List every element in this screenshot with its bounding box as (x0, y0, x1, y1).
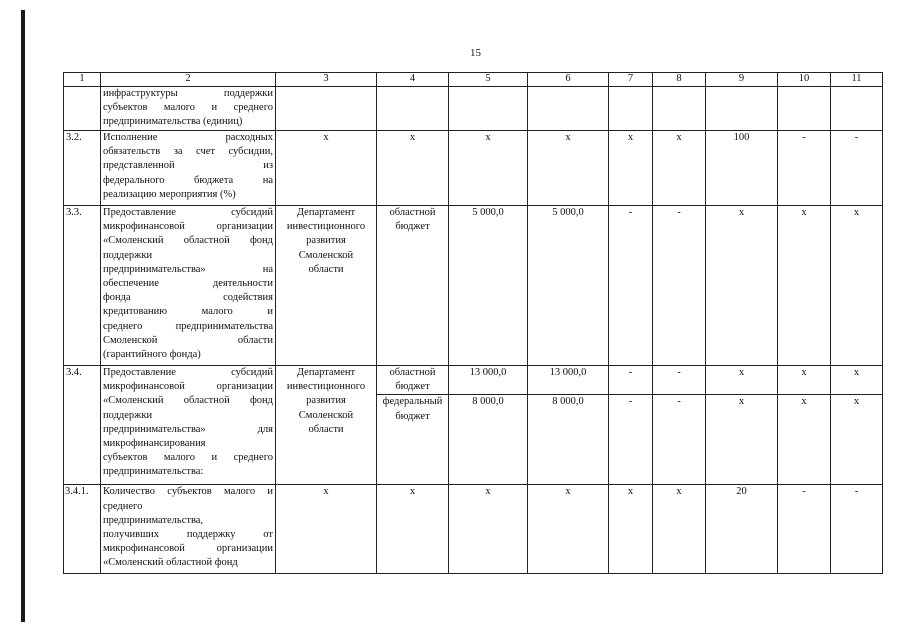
text-line: Предоставление субсидий (103, 367, 273, 378)
cell: - (778, 131, 831, 206)
text-line: области (308, 263, 344, 275)
cell: x (609, 131, 653, 206)
cell: - (609, 395, 653, 485)
cell: x (778, 206, 831, 366)
row-description (101, 485, 276, 574)
text-line: предпринимательства: (103, 466, 204, 478)
cell: x (778, 395, 831, 485)
text-line: Предоставление субсидий (103, 207, 273, 218)
text-line: инфраструктуры поддержки (103, 88, 273, 99)
text-line: бюджет (395, 221, 430, 233)
cell: x (377, 131, 449, 206)
text-line: предпринимательства, (103, 514, 204, 526)
responsible-agency (276, 206, 377, 366)
text-line: бюджет (395, 381, 430, 393)
text-line: микрофинансовой организации (103, 221, 273, 233)
cell: 8 000,0 (528, 395, 609, 485)
cell: - (609, 366, 653, 395)
cell: 100 (706, 131, 778, 206)
col-header: 3 (276, 73, 377, 87)
responsible-agency (276, 366, 377, 485)
cell (276, 87, 377, 131)
table-row (64, 366, 883, 395)
funding-source (377, 395, 449, 485)
table-row (64, 87, 883, 131)
text-line: Департамент (296, 207, 356, 218)
text-line: субъектов малого и среднего (103, 102, 273, 114)
text-line: области (308, 423, 344, 435)
text-line: микрофинансовой организации (103, 381, 273, 393)
cell (449, 87, 528, 131)
cell: 20 (706, 485, 778, 574)
text-line: получивших поддержку от (103, 529, 273, 541)
cell: - (609, 206, 653, 366)
text-line: развития (306, 235, 346, 247)
cell (653, 87, 706, 131)
cell: x (276, 131, 377, 206)
cell: x (706, 206, 778, 366)
text-line: бюджет (395, 410, 430, 422)
cell: x (653, 131, 706, 206)
text-line: Исполнение расходных (103, 132, 273, 143)
cell: x (831, 366, 883, 395)
text-line: Количество субъектов малого и (103, 486, 273, 498)
col-header: 1 (64, 73, 101, 87)
cell: x (276, 485, 377, 574)
cell: x (609, 485, 653, 574)
cell: - (831, 131, 883, 206)
text-line: предпринимательства (единиц) (103, 116, 243, 128)
cell: x (449, 131, 528, 206)
funding-source (377, 206, 449, 366)
text-line: Смоленской (298, 409, 354, 421)
row-description (101, 366, 276, 485)
cell: x (528, 131, 609, 206)
cell: x (778, 366, 831, 395)
cell: x (377, 485, 449, 574)
col-header: 5 (449, 73, 528, 87)
cell: x (831, 206, 883, 366)
text-line: поддержки (103, 249, 153, 261)
text-line: «Смоленский областной фонд (103, 557, 238, 569)
text-line: предпринимательства» для (103, 423, 273, 435)
funding-source (377, 366, 449, 395)
col-header: 2 (101, 73, 276, 87)
text-line: областной (389, 207, 436, 218)
cell: 13 000,0 (528, 366, 609, 395)
text-line: реализацию мероприятия (%) (103, 188, 236, 200)
text-line: «Смоленский областной фонд (103, 395, 273, 407)
row-description (101, 206, 276, 366)
table-row (64, 485, 883, 574)
cell (831, 87, 883, 131)
cell (528, 87, 609, 131)
text-line: микрофинансовой организации (103, 543, 273, 555)
text-line: областной (389, 367, 436, 378)
table-row (64, 131, 883, 206)
text-line: федеральный (382, 396, 443, 408)
text-line: микрофинансирования (103, 438, 206, 450)
left-margin-rule (21, 10, 25, 622)
text-line: обязательств за счет субсидии, (103, 146, 273, 158)
text-line: Департамент (296, 367, 356, 378)
col-header: 7 (609, 73, 653, 87)
row-number: 3.3. (64, 206, 101, 366)
cell: - (653, 366, 706, 395)
cell: 13 000,0 (449, 366, 528, 395)
text-line: кредитованию малого и (103, 306, 273, 318)
row-number: 3.2. (64, 131, 101, 206)
text-line: обеспечение деятельности (103, 278, 273, 290)
cell: x (831, 395, 883, 485)
cell: - (653, 206, 706, 366)
cell: 5 000,0 (528, 206, 609, 366)
row-description (101, 131, 276, 206)
page-number: 15 (470, 47, 481, 59)
cell (377, 87, 449, 131)
row-number: 3.4. (64, 366, 101, 485)
text-line: представленной из (103, 160, 273, 172)
text-line: поддержки (103, 409, 153, 421)
cell (778, 87, 831, 131)
text-line: среднего предпринимательства (103, 320, 273, 332)
text-line: развития (306, 395, 346, 407)
text-line: инвестиционного (286, 221, 366, 233)
text-line: инвестиционного (286, 381, 366, 393)
row-number (64, 87, 101, 131)
cell: - (653, 395, 706, 485)
cell: x (653, 485, 706, 574)
cell: x (449, 485, 528, 574)
text-line: «Смоленский областной фонд (103, 235, 273, 247)
col-header: 10 (778, 73, 831, 87)
cell: 5 000,0 (449, 206, 528, 366)
col-header: 4 (377, 73, 449, 87)
column-number-row (64, 73, 883, 87)
text-line: фонда содействия (103, 292, 273, 304)
row-number: 3.4.1. (64, 485, 101, 574)
text-line: федерального бюджета на (103, 174, 273, 186)
row-description (101, 87, 276, 131)
cell (609, 87, 653, 131)
col-header: 6 (528, 73, 609, 87)
cell: x (706, 366, 778, 395)
cell: - (831, 485, 883, 574)
text-line: Смоленской области (103, 334, 273, 346)
cell: - (778, 485, 831, 574)
col-header: 11 (831, 73, 883, 87)
cell: x (528, 485, 609, 574)
budget-table (63, 72, 883, 574)
text-line: субъектов малого и среднего (103, 452, 273, 464)
text-line: среднего (103, 500, 143, 512)
table-row (64, 206, 883, 366)
text-line: предпринимательства» на (103, 263, 273, 275)
cell: 8 000,0 (449, 395, 528, 485)
col-header: 9 (706, 73, 778, 87)
text-line: Смоленской (298, 249, 354, 261)
cell: x (706, 395, 778, 485)
cell (706, 87, 778, 131)
text-line: (гарантийного фонда) (103, 349, 201, 361)
col-header: 8 (653, 73, 706, 87)
